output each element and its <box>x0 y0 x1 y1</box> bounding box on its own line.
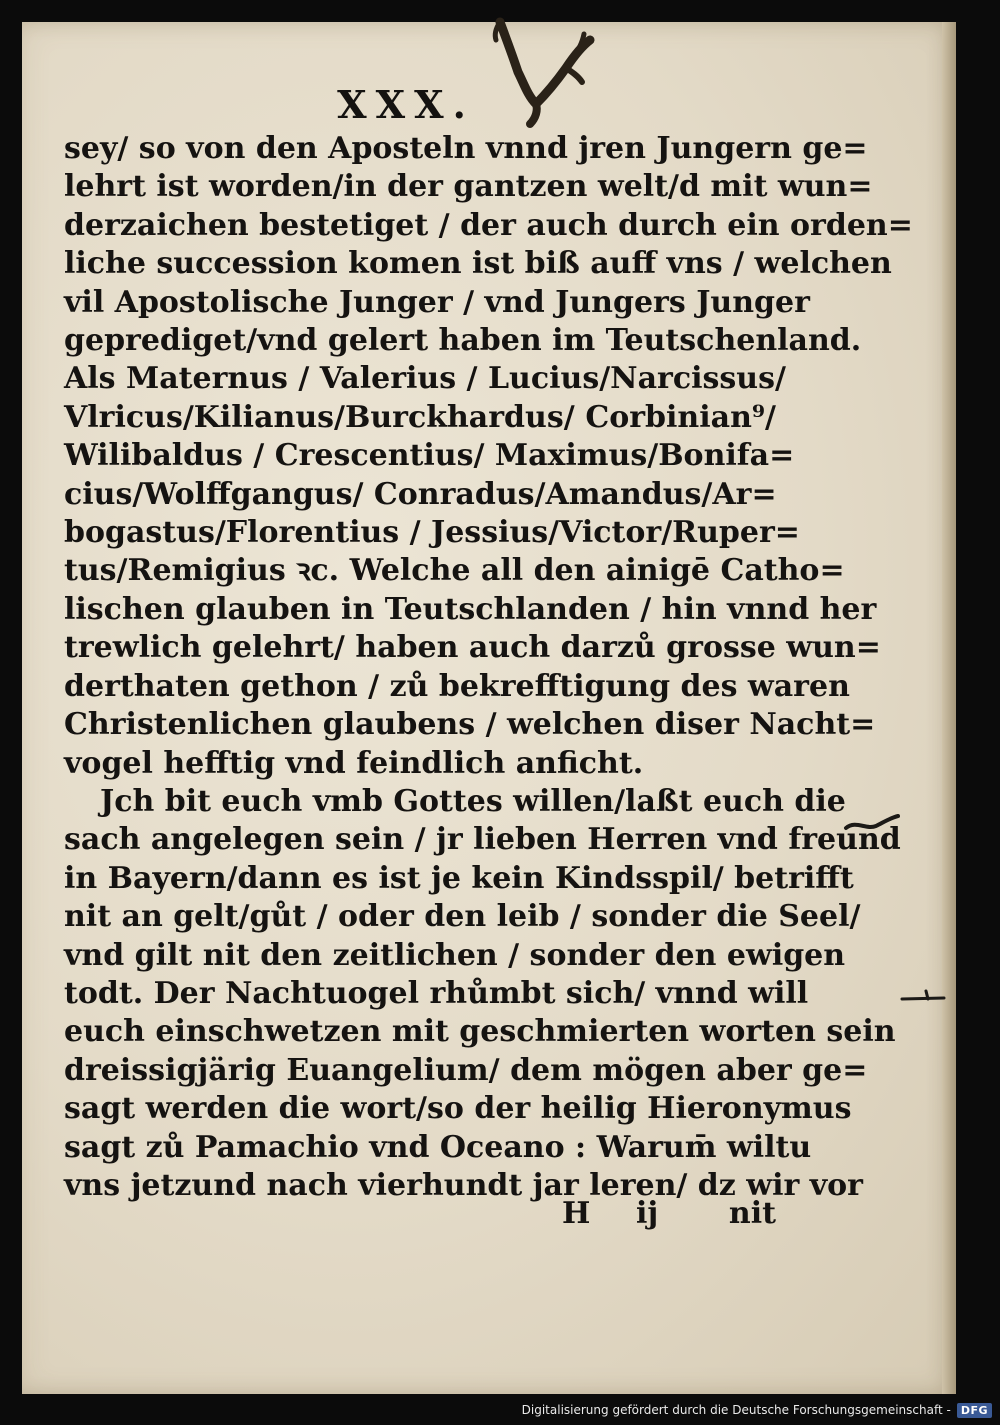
text-line: lehrt ist worden/in der gantzen welt/d mit wun= <box>64 169 873 205</box>
page-foot <box>0 1196 776 1236</box>
margin-mark-tick <box>900 985 948 1009</box>
text-line: sagt zů Pamachio vnd Oceano : Warum̄ wiltu <box>64 1129 812 1165</box>
text-line: geprediget/vnd gelert haben im Teutschenland. <box>64 323 862 359</box>
text-line: trewlich gelehrt/ haben auch darzů grosse wun= <box>64 630 881 666</box>
text-line: lischen glauben in Teutschlanden / hin vnnd her <box>64 591 877 627</box>
text-line: nit an gelt/gůt / oder den leib / sonder die Seel/ <box>64 899 861 935</box>
text-line: bogastus/Florentius / Jessius/Victor/Ruper= <box>64 515 800 551</box>
text-line: dreissigjärig Euangelium/ dem mögen aber ge= <box>64 1052 868 1088</box>
digitization-credit <box>522 1399 992 1421</box>
text-line: cius/Wolffgangus/ Conradus/Amandus/Ar= <box>64 476 777 512</box>
text-line: vogel hefftig vnd feindlich anficht. <box>64 745 644 781</box>
text-line: vns jetzund nach vierhundt jar leren/ dz wir vor <box>64 1167 863 1203</box>
credit-text: Digitalisierung gefördert durch die Deutsche Forschungsgemeinschaft - <box>521 1403 951 1417</box>
dfg-logo: DFG <box>957 1403 992 1418</box>
text-line: Wilibaldus / Crescentius/ Maximus/Bonifa= <box>64 438 795 474</box>
text-line: Als Maternus / Valerius / Lucius/Narcissus/ <box>64 361 786 397</box>
folio-number: XXX. <box>337 82 475 127</box>
text-line: derzaichen bestetiget / der auch durch ein orden= <box>64 207 913 243</box>
main-text <box>64 130 913 1205</box>
text-line: euch einschwetzen mit geschmierten worten sein <box>64 1014 896 1050</box>
text-line: Vlricus/Kilianus/Burckhardus/ Corbinian⁹/ <box>64 399 776 435</box>
text-line: in Bayern/dann es ist je kein Kindsspil/ betrifft <box>64 860 854 896</box>
text-line: sagt werden die wort/so der heilig Hieronymus <box>64 1091 852 1127</box>
text-line: todt. Der Nachtuogel rhůmbt sich/ vnnd will <box>64 975 809 1011</box>
text-line: derthaten gethon / zů bekrefftigung des waren <box>64 668 850 704</box>
signature-number: ij <box>636 1196 659 1231</box>
text-line: sach angelegen sein / jr lieben Herren vnd freund <box>64 822 901 858</box>
text-line: Jch bit euch vmb Gottes willen/laßt euch die <box>100 783 846 819</box>
text-line: Christenlichen glaubens / welchen diser Nacht= <box>64 707 876 743</box>
page-edge <box>942 22 956 1394</box>
signature-letter: H <box>562 1196 591 1231</box>
text-line: vil Apostolische Junger / vnd Jungers Junger <box>64 284 810 320</box>
text-line: sey/ so von den Aposteln vnnd jren Jungern ge= <box>64 131 868 166</box>
catchword: nit <box>728 1196 776 1231</box>
margin-mark-tilde <box>842 810 902 838</box>
text-line: vnd gilt nit den zeitlichen / sonder den ewigen <box>64 937 846 973</box>
text-line: tus/Remigius ꝛc. Welche all den ainigē Catho= <box>64 553 845 589</box>
text-line: liche succession komen ist biß auff vns / welchen <box>64 246 892 282</box>
